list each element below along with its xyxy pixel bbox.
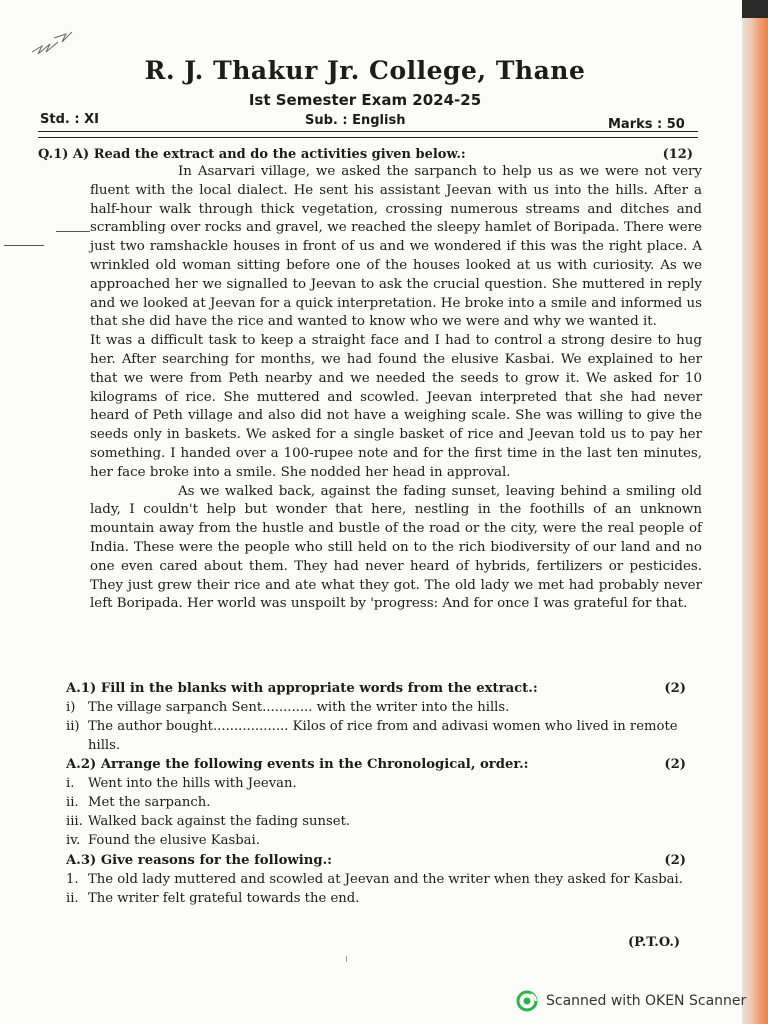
item-text: Met the sarpanch. — [88, 795, 211, 810]
passage-paragraph: It was a difficult task to keep a straight face and I had to control a strong desire to hug her. After searching for months, we had found the elusive Kasbai. We explained to her that we were from Peth nearby and we needed the seeds to grow it. We asked for 10 kilograms of rice. She muttered and scowled. Jeevan interpreted that she had never heard of Peth village and also did not have a weighing scale. She was willing to give the seeds only in baskets. We asked for a single basket of rice and Jeevan told us to pay her something. I handed over a 100-rupee note and for the first time in the last ten minutes, her face broke into a smile. She nodded her head in approval. — [90, 333, 702, 480]
item-number: i) — [66, 700, 76, 715]
page-edge-corner — [742, 0, 768, 18]
margin-mark — [4, 245, 44, 246]
item-number: 1. — [66, 872, 79, 887]
list-item — [66, 831, 686, 850]
activity-a3-heading — [66, 851, 686, 870]
list-item — [66, 698, 686, 717]
activity-a1-marks: (2) — [664, 681, 686, 696]
list-item — [66, 793, 686, 812]
item-text: Walked back against the fading sunset. — [88, 814, 351, 829]
passage-paragraph: As we walked back, against the fading sunset, leaving behind a smiling old lady, I couldn't help but wonder that here, nestling in the foothills of an unknown mountain away from the hustle and bustle of the road or the city, were the real people of India. These were the people who still held on to the rich biodiversity of our land and no one even cared about them. They had never heard of hybrids, fertilizers or pesticides. They just grew their rice and ate what they got. The old lady we met had probably never left Boripada. Her world was unspoilt by 'progress: And for once I was grateful for that. — [90, 483, 702, 612]
item-text: The village sarpanch Sent............ with the writer into the hills. — [88, 700, 510, 715]
activity-a3 — [66, 851, 686, 908]
activity-a1-heading — [66, 679, 686, 698]
subject-label: Sub. : English — [305, 113, 406, 128]
item-number: iv. — [66, 833, 81, 848]
paper-mark — [346, 956, 347, 962]
item-text: Went into the hills with Jeevan. — [88, 776, 297, 791]
item-number: ii. — [66, 795, 79, 810]
item-text: The writer felt grateful towards the end. — [88, 891, 360, 906]
list-item — [66, 812, 686, 831]
question1-heading — [38, 147, 693, 162]
item-text: The author bought.................. Kilos of rice from and adivasi women who lived in remote hills. — [88, 719, 678, 753]
std-label: Std. : XI — [40, 112, 99, 127]
activity-a2-title: A.2) Arrange the following events in the Chronological, order.: — [66, 757, 529, 772]
list-item — [66, 889, 686, 908]
pencil-scribble-icon — [28, 28, 78, 58]
header-rule-top — [38, 131, 698, 132]
extract-passage — [90, 163, 702, 614]
scanner-watermark-text: Scanned with OKEN Scanner — [546, 993, 747, 1009]
item-number: i. — [66, 776, 75, 791]
question1-marks: (12) — [662, 147, 693, 162]
page-edge — [742, 0, 768, 1024]
margin-mark — [56, 231, 90, 232]
list-item — [66, 870, 686, 889]
pto-note: (P.T.O.) — [628, 935, 681, 950]
header-rule-bottom — [38, 137, 698, 138]
item-number: iii. — [66, 814, 83, 829]
passage-paragraph: In Asarvari village, we asked the sarpanch to help us as we were not very fluent with the local dialect. He sent his assistant Jeevan with us into the hills. After a half-hour walk through thick vegetation, crossing numerous streams and ditches and scrambling over rocks and gravel, we reached the sleepy hamlet of Boripada. There were just two ramshackle houses in front of us and we wondered if this was the right place. A wrinkled old woman sitting before one of the houses looked at us with curiosity. As we approached her we signalled to Jeevan to ask the crucial question. She muttered in reply and we looked at Jeevan for a quick interpretation. He broke into a smile and informed us that she did have the rice and wanted to know who we were and why we wanted it. — [90, 164, 702, 330]
question1-title: Q.1) A) Read the extract and do the activities given below.: — [38, 147, 466, 162]
activity-a2 — [66, 755, 686, 850]
item-text: The old lady muttered and scowled at Jeevan and the writer when they asked for Kasbai. — [88, 872, 683, 887]
marks-label: Marks : 50 — [608, 117, 685, 132]
activity-a2-marks: (2) — [664, 757, 686, 772]
item-number: ii. — [66, 891, 79, 906]
activity-a1 — [66, 679, 686, 755]
oken-scanner-logo-icon — [516, 990, 538, 1012]
activity-a3-title: A.3) Give reasons for the following.: — [66, 853, 333, 868]
activity-a2-heading — [66, 755, 686, 774]
item-text: Found the elusive Kasbai. — [88, 833, 260, 848]
scanner-watermark — [516, 990, 746, 1012]
exam-subtitle: Ist Semester Exam 2024-25 — [248, 91, 482, 109]
activity-a1-title: A.1) Fill in the blanks with appropriate words from the extract.: — [66, 681, 538, 696]
item-number: ii) — [66, 719, 80, 734]
college-title: R. J. Thakur Jr. College, Thane — [144, 56, 586, 85]
list-item — [66, 717, 686, 755]
list-item — [66, 774, 686, 793]
activity-a3-marks: (2) — [664, 853, 686, 868]
